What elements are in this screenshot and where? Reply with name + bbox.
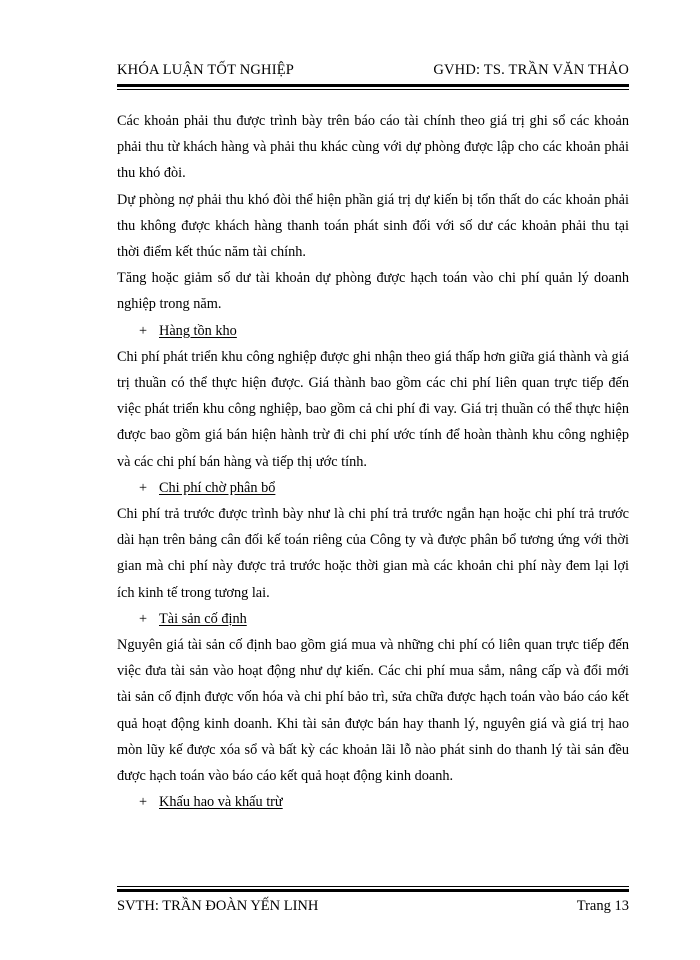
footer-page-number: Trang 13 bbox=[576, 898, 629, 914]
header-divider-thick bbox=[117, 84, 629, 87]
section-heading-depreciation bbox=[117, 789, 629, 815]
footer-divider-thin bbox=[117, 886, 629, 887]
bullet-mark: + bbox=[139, 610, 148, 627]
footer-student-name: SVTH: TRẦN ĐOÀN YẾN LINH bbox=[117, 898, 319, 914]
section-heading-fixed-assets bbox=[117, 606, 629, 632]
header-thesis-title: KHÓA LUẬN TỐT NGHIỆP bbox=[117, 62, 295, 78]
section-heading-deferred-costs bbox=[117, 475, 629, 501]
page-footer bbox=[117, 898, 629, 915]
header-divider-thin bbox=[117, 89, 629, 90]
page-header bbox=[117, 62, 629, 79]
bullet-mark: + bbox=[139, 794, 148, 811]
paragraph-receivables: Các khoản phải thu được trình bày trên báo cáo tài chính theo giá trị ghi sổ các khoản phải thu từ khách hàng và phải thu khác cùng với dự phòng được lập cho các khoản phải thu khó đòi. bbox=[117, 113, 629, 182]
page-body bbox=[117, 108, 629, 815]
section-heading-label: Tài sản cố định bbox=[159, 610, 247, 627]
section-heading-inventory bbox=[117, 318, 629, 344]
paragraph-inventory: Chi phí phát triển khu công nghiệp được ghi nhận theo giá thấp hơn giữa giá thành và giá trị thuần có thể thực hiện được. Giá thành bao gồm các chi phí liên quan trực tiếp đến việc phát triển khu công nghiệp, bao gồm cả chi phí đi vay. Giá trị thuần có thể thực hiện được bao gồm giá bán hiện hành trừ đi chi phí ước tính để hoàn thành khu công nghiệp và các chi phí bán hàng và tiếp thị ước tính. bbox=[117, 348, 629, 470]
bullet-mark: + bbox=[139, 322, 148, 339]
paragraph-doubtful-debts: Dự phòng nợ phải thu khó đòi thể hiện phần giá trị dự kiến bị tổn thất do các khoản phải thu không được khách hàng thanh toán phát sinh đối với số dư các khoản phải thu tại thời điểm kết thúc năm tài chính. bbox=[117, 191, 629, 261]
section-heading-label: Hàng tồn kho bbox=[159, 322, 237, 339]
bullet-mark: + bbox=[139, 479, 148, 496]
paragraph-deferred-costs: Chi phí trả trước được trình bày như là chi phí trả trước ngắn hạn hoặc chi phí trả trước dài hạn trên bảng cân đối kế toán riêng của Công ty và được phân bổ tương ứng với thời gian mà chi phí này được trả trước hoặc thời gian mà các khoản chi phí này đem lại lợi ích kinh tế trong tương lai. bbox=[117, 506, 629, 601]
section-heading-label: Khấu hao và khấu trừ bbox=[159, 794, 283, 811]
paragraph-provision-change: Tăng hoặc giảm số dư tài khoản dự phòng được hạch toán vào chi phí quản lý doanh nghiệp trong năm. bbox=[117, 270, 629, 313]
paragraph-fixed-assets: Nguyên giá tài sản cố định bao gồm giá mua và những chi phí có liên quan trực tiếp đến việc đưa tài sản vào hoạt động như dự kiến. Các chi phí mua sắm, nâng cấp và đổi mới tài sản cố định được vốn hóa và chi phí bảo trì, sửa chữa được hạch toán vào báo cáo kết quả hoạt động kinh doanh. Khi tài sản được bán hay thanh lý, nguyên giá và giá trị hao mòn lũy kế được xóa sổ và bất kỳ các khoản lãi lỗ nào phát sinh do thanh lý tài sản đều được hạch toán vào báo cáo kết quả hoạt động kinh doanh. bbox=[117, 637, 629, 785]
header-supervisor: GVHD: TS. TRẦN VĂN THẢO bbox=[433, 62, 629, 78]
footer-divider-thick bbox=[117, 889, 629, 892]
section-heading-label: Chi phí chờ phân bổ bbox=[159, 479, 276, 496]
